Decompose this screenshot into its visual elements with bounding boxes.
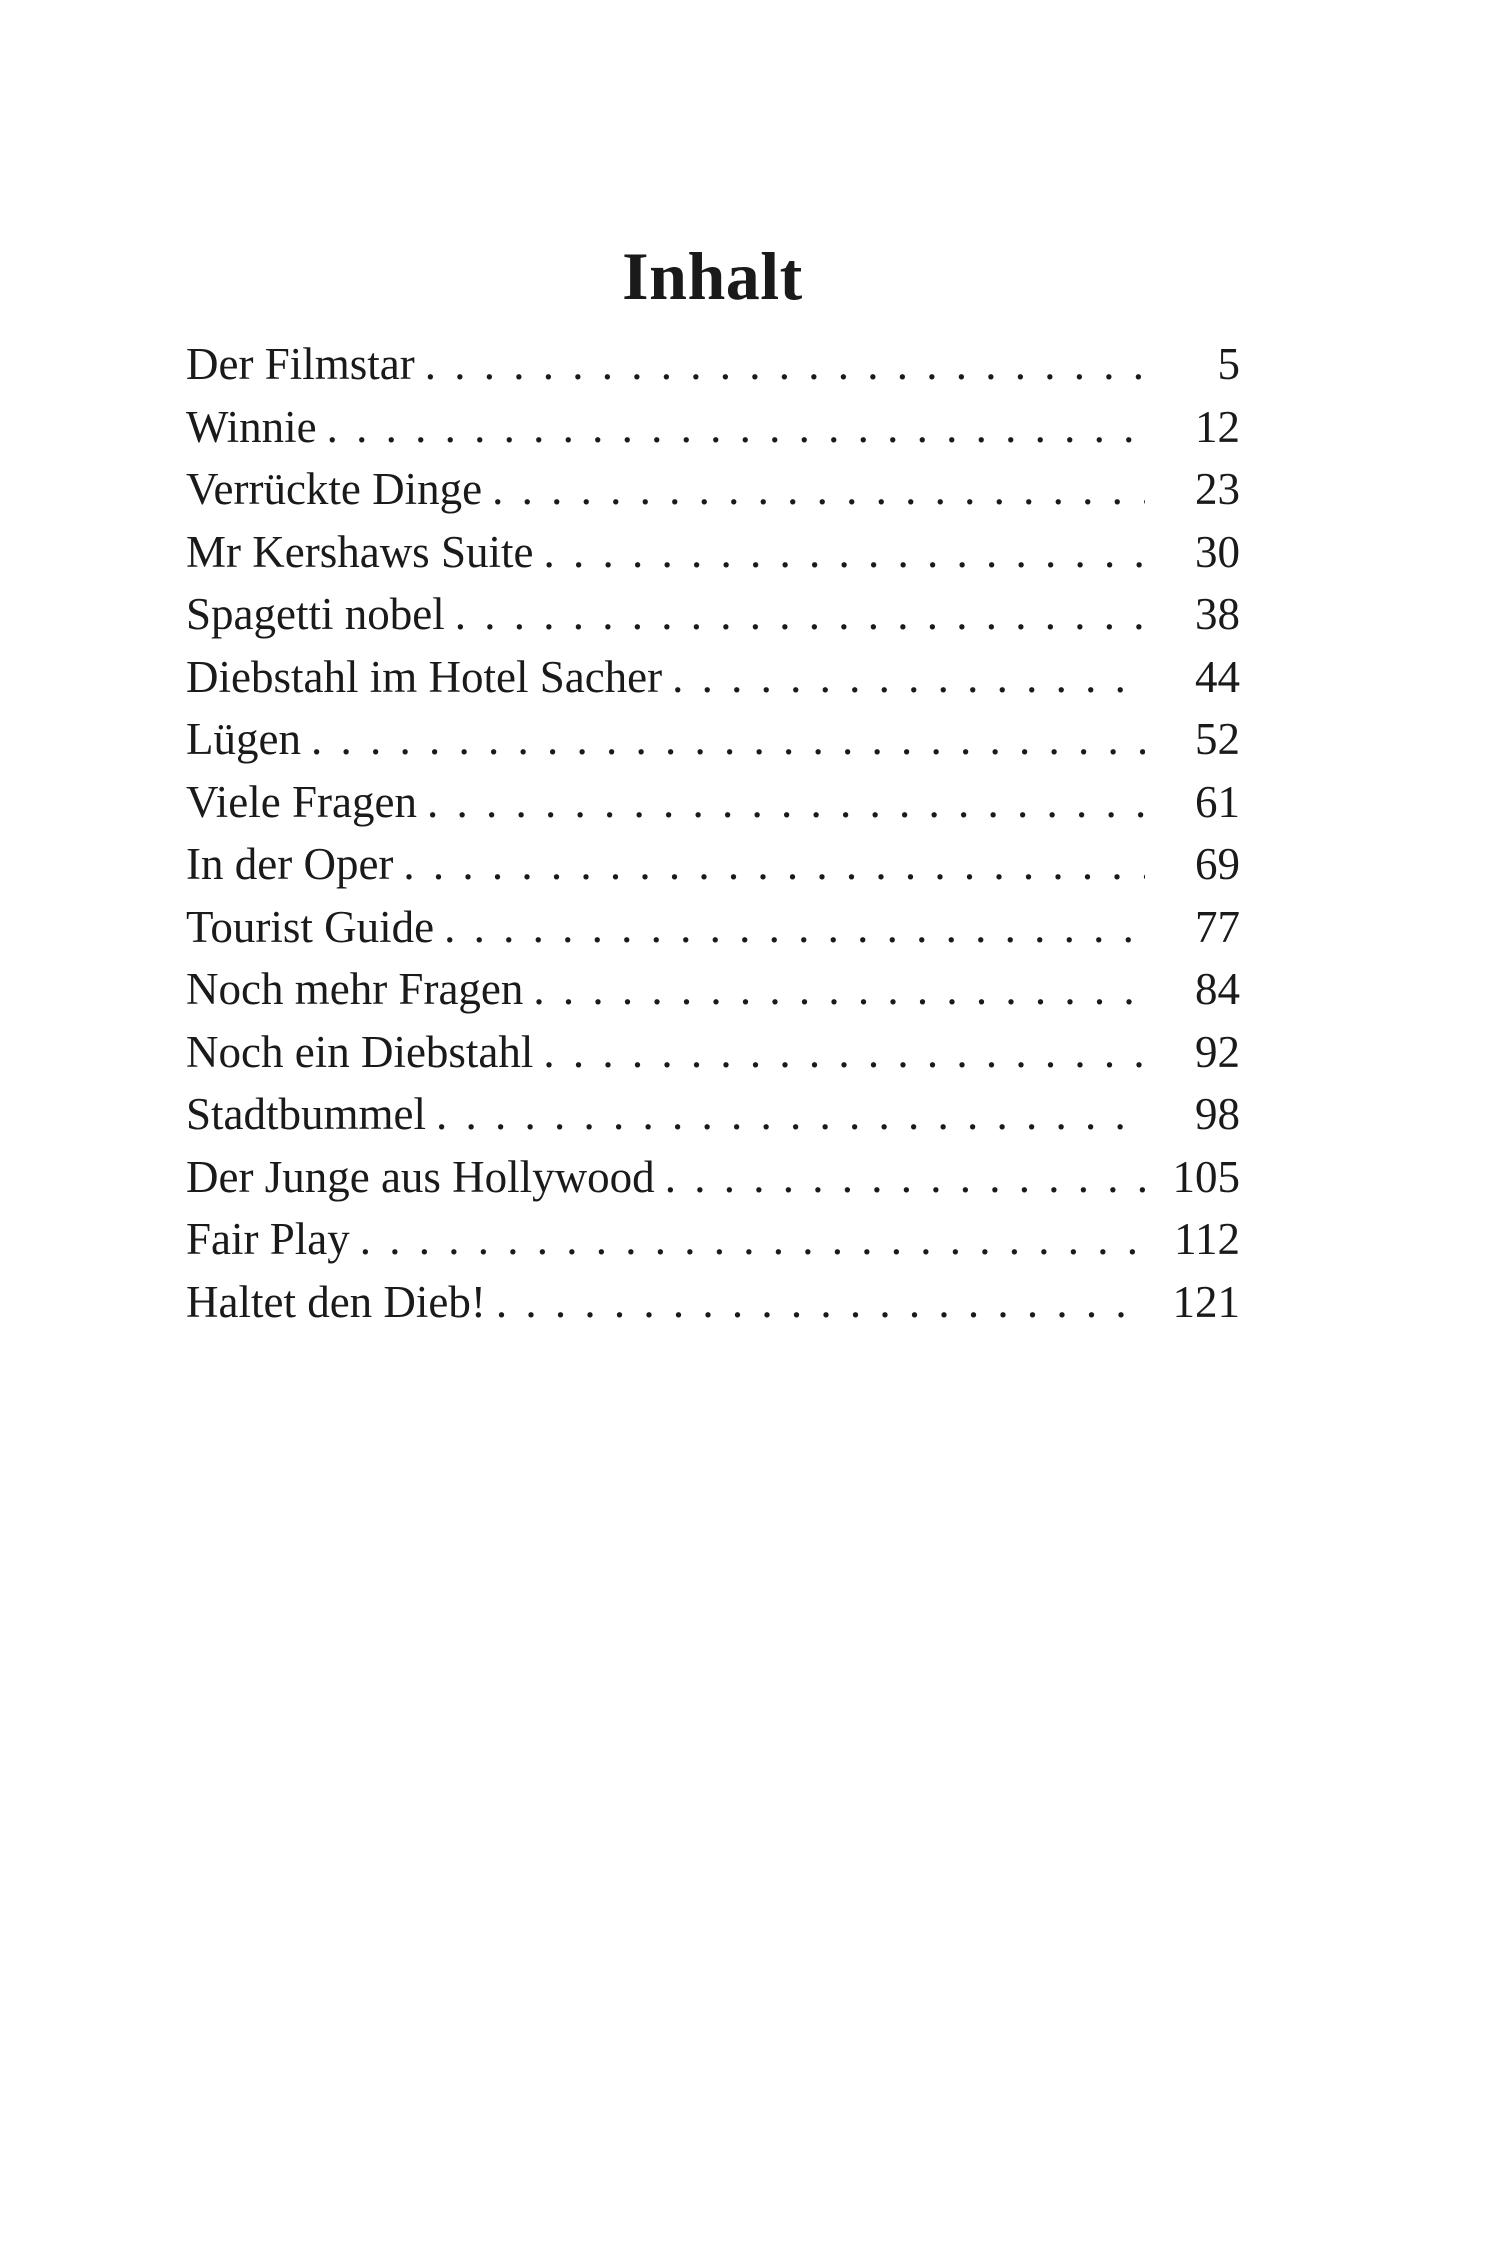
toc-dot-leader — [455, 583, 1145, 646]
toc-entry-page: 5 — [1217, 339, 1240, 389]
toc-entry-label: Lügen — [186, 708, 311, 771]
table-of-contents — [186, 333, 1240, 1333]
toc-entry-label: Tourist Guide — [186, 896, 444, 959]
toc-entry — [186, 1146, 1240, 1209]
toc-entry — [186, 1083, 1240, 1146]
toc-dot-leader — [436, 1083, 1145, 1146]
toc-entry-label: Noch ein Diebstahl — [186, 1021, 543, 1084]
toc-dot-leader — [665, 1146, 1145, 1209]
toc-entry — [186, 333, 1240, 396]
toc-entry-label: Spagetti nobel — [186, 583, 455, 646]
toc-entry-label: Der Filmstar — [186, 333, 425, 396]
toc-entry-page: 44 — [1195, 651, 1240, 702]
toc-dot-leader — [672, 646, 1145, 709]
toc-entry-page: 112 — [1174, 1214, 1240, 1264]
toc-entry — [186, 958, 1240, 1021]
toc-entry-page: 23 — [1195, 464, 1240, 514]
toc-dot-leader — [496, 1271, 1145, 1334]
toc-entry — [186, 458, 1240, 521]
toc-entry-page: 52 — [1195, 714, 1240, 764]
toc-entry — [186, 1271, 1240, 1334]
toc-entry-page: 92 — [1195, 1026, 1240, 1077]
toc-entry-page: 61 — [1195, 776, 1240, 827]
toc-dot-leader — [533, 958, 1145, 1021]
toc-entry-label: Viele Fragen — [186, 771, 427, 834]
toc-dot-leader — [543, 521, 1145, 584]
toc-entry-label: In der Oper — [186, 833, 403, 896]
toc-dot-leader — [427, 771, 1145, 834]
toc-entry — [186, 771, 1240, 834]
toc-entry-label: Der Junge aus Hollywood — [186, 1146, 665, 1209]
toc-entry-label: Diebstahl im Hotel Sacher — [186, 646, 672, 709]
toc-entry-label: Haltet den Dieb! — [186, 1271, 496, 1334]
toc-dot-leader — [543, 1021, 1145, 1084]
toc-dot-leader — [444, 896, 1145, 959]
toc-entry-label: Noch mehr Fragen — [186, 958, 533, 1021]
toc-entry-page: 12 — [1195, 401, 1240, 452]
toc-dot-leader — [403, 833, 1145, 896]
page-title: Inhalt — [622, 237, 803, 314]
toc-dot-leader — [360, 1208, 1145, 1271]
toc-entry — [186, 708, 1240, 771]
toc-dot-leader — [327, 396, 1145, 459]
toc-entry-label: Verrückte Dinge — [186, 458, 492, 521]
toc-entry-label: Fair Play — [186, 1208, 360, 1271]
toc-entry — [186, 1208, 1240, 1271]
toc-entry-page: 98 — [1195, 1089, 1240, 1139]
toc-dot-leader — [311, 708, 1145, 771]
toc-entry — [186, 646, 1240, 709]
toc-entry-page: 77 — [1195, 901, 1240, 952]
toc-entry — [186, 521, 1240, 584]
toc-entry-page: 84 — [1195, 964, 1240, 1014]
toc-entry — [186, 896, 1240, 959]
toc-dot-leader — [492, 458, 1145, 521]
toc-entry — [186, 833, 1240, 896]
toc-entry — [186, 396, 1240, 459]
toc-entry — [186, 583, 1240, 646]
toc-entry-page: 38 — [1195, 589, 1240, 639]
toc-dot-leader — [425, 333, 1145, 396]
toc-entry-page: 30 — [1195, 526, 1240, 577]
toc-entry-label: Stadtbummel — [186, 1083, 436, 1146]
toc-entry — [186, 1021, 1240, 1084]
toc-entry-label: Mr Kershaws Suite — [186, 521, 543, 584]
toc-entry-page: 105 — [1172, 1151, 1240, 1202]
toc-entry-page: 121 — [1172, 1276, 1240, 1327]
toc-entry-label: Winnie — [186, 396, 327, 459]
toc-entry-page: 69 — [1195, 839, 1240, 889]
